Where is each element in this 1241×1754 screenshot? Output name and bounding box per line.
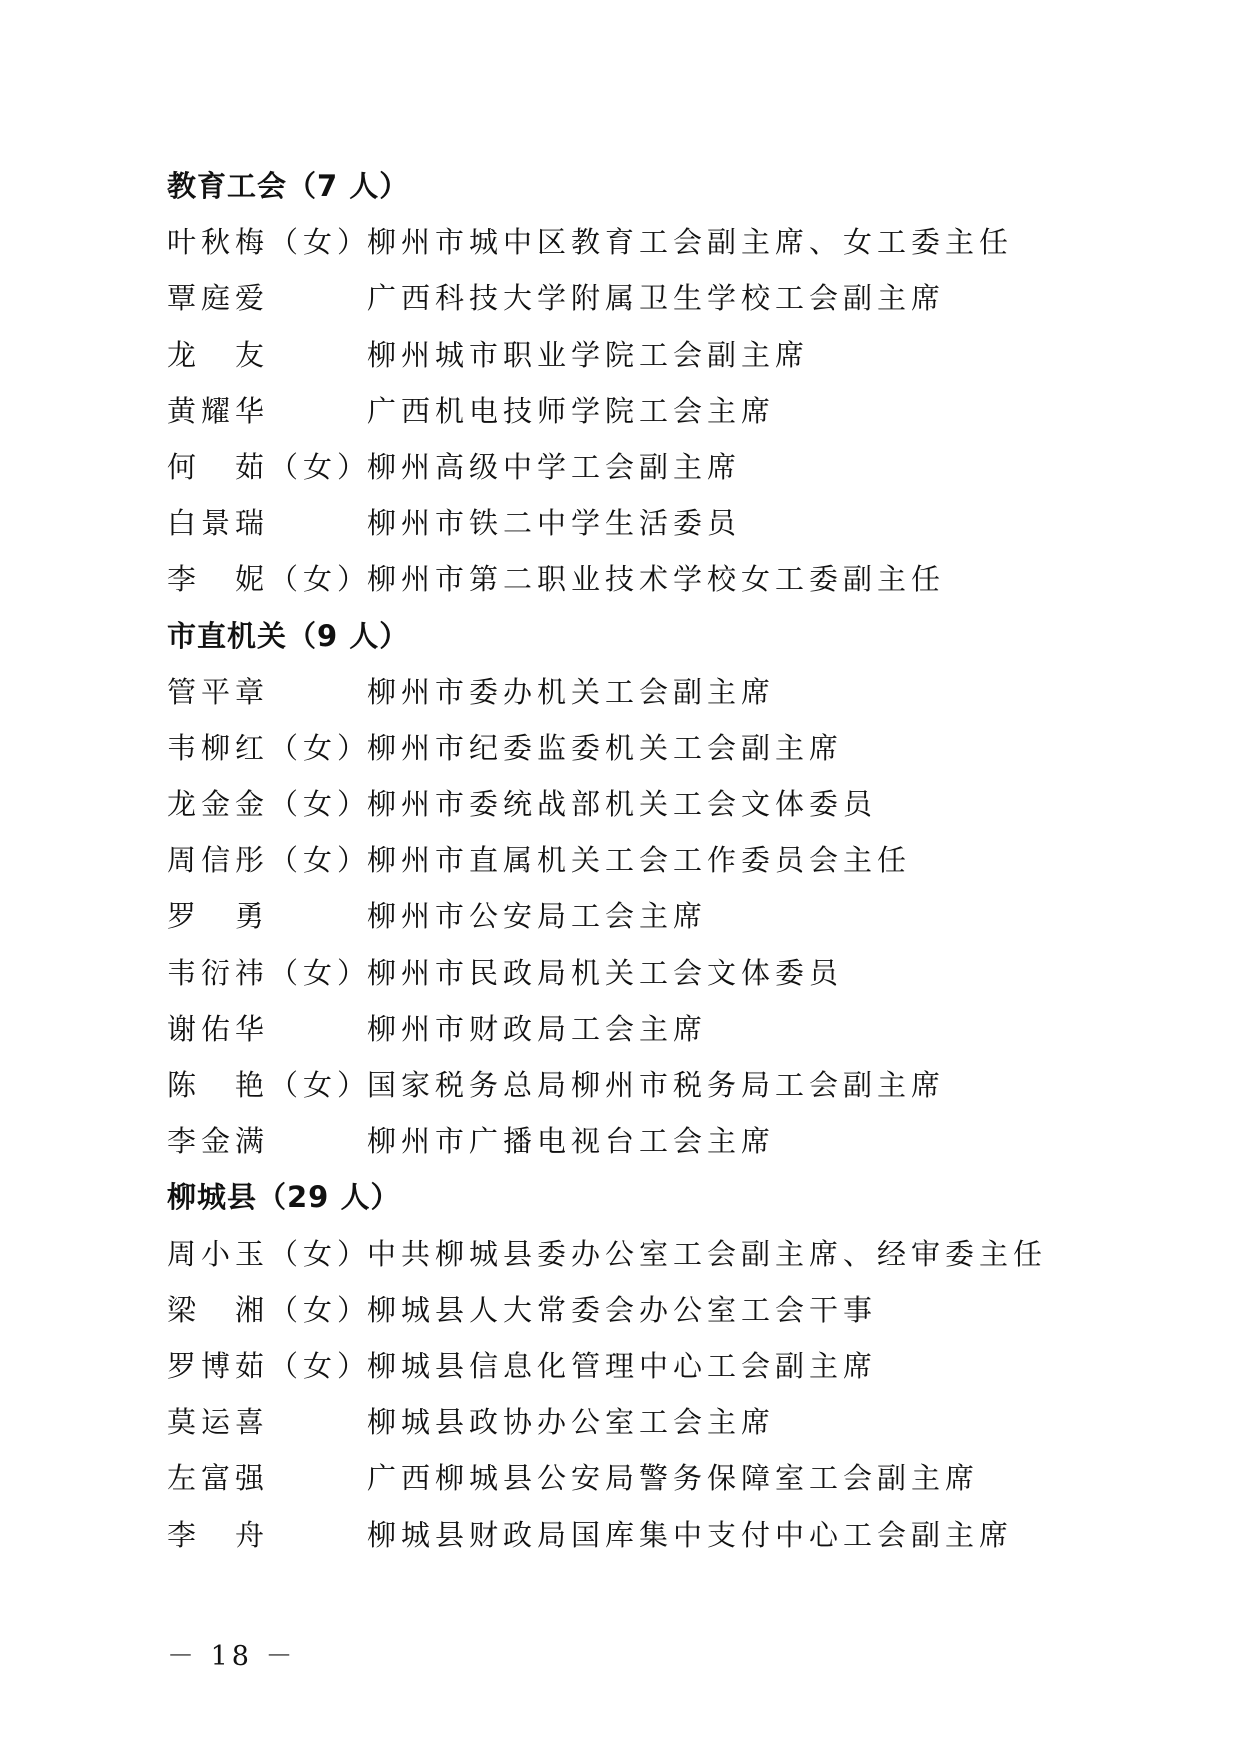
member-role: 柳州高级中学工会副主席 xyxy=(367,449,742,484)
member-role: 柳州市委统战部机关工会文体委员 xyxy=(367,787,878,822)
member-row xyxy=(167,551,1087,607)
member-name: 韦柳红（女） xyxy=(167,730,372,765)
member-name: 周信彤（女） xyxy=(167,843,372,878)
member-role: 柳州城市职业学院工会副主席 xyxy=(367,337,810,372)
member-row xyxy=(167,1507,1087,1563)
member-row xyxy=(167,495,1087,551)
member-row xyxy=(167,776,1087,832)
member-row xyxy=(167,1226,1087,1282)
member-name: 陈 艳（女） xyxy=(167,1068,372,1102)
member-role: 柳州市财政局工会主席 xyxy=(367,1011,708,1046)
member-name: 叶秋梅（女） xyxy=(167,225,372,260)
member-name: 覃庭爱 xyxy=(167,281,270,316)
section-heading: 市直机关（9 人） xyxy=(167,618,410,653)
member-role: 柳州市委办机关工会副主席 xyxy=(367,674,776,709)
member-name: 何 茹（女） xyxy=(167,449,372,484)
section-heading: 教育工会（7 人） xyxy=(167,169,410,203)
member-row xyxy=(167,1001,1087,1057)
member-row xyxy=(167,1113,1087,1169)
member-name: 李 妮（女） xyxy=(167,562,372,597)
member-row xyxy=(167,832,1087,888)
member-name: 韦衍祎（女） xyxy=(167,955,372,990)
member-name: 管平章 xyxy=(167,674,270,709)
member-name: 黄耀华 xyxy=(167,393,270,428)
member-name: 龙金金（女） xyxy=(167,787,372,822)
member-role: 柳州市民政局机关工会文体委员 xyxy=(367,955,844,990)
member-role: 柳州市纪委监委机关工会副主席 xyxy=(367,730,844,765)
member-list xyxy=(167,158,1087,1563)
member-row xyxy=(167,945,1087,1001)
member-name: 白景瑞 xyxy=(167,506,270,541)
member-row xyxy=(167,888,1087,944)
member-name: 左富强 xyxy=(167,1461,270,1496)
member-row xyxy=(167,720,1087,776)
member-role: 柳城县财政局国库集中支付中心工会副主席 xyxy=(367,1517,1014,1552)
member-row xyxy=(167,664,1087,720)
member-name: 谢佑华 xyxy=(167,1011,270,1046)
member-role: 国家税务总局柳州市税务局工会副主席 xyxy=(367,1068,946,1102)
member-row xyxy=(167,1282,1087,1338)
member-role: 柳州市公安局工会主席 xyxy=(367,899,708,934)
member-name: 周小玉（女） xyxy=(167,1236,372,1271)
member-role: 柳城县人大常委会办公室工会干事 xyxy=(367,1292,878,1327)
member-row xyxy=(167,1394,1087,1450)
member-row xyxy=(167,383,1087,439)
member-name: 龙 友 xyxy=(167,337,270,372)
member-role: 广西机电技师学院工会主席 xyxy=(367,393,776,428)
member-row xyxy=(167,439,1087,495)
member-name: 李 舟 xyxy=(167,1517,270,1552)
section-heading: 柳城县（29 人） xyxy=(167,1180,401,1215)
member-role: 柳州市城中区教育工会副主席、女工委主任 xyxy=(367,225,1014,260)
member-role: 柳州市广播电视台工会主席 xyxy=(367,1124,776,1159)
member-role: 柳城县信息化管理中心工会副主席 xyxy=(367,1348,878,1383)
member-role: 中共柳城县委办公室工会副主席、经审委主任 xyxy=(367,1236,1048,1271)
member-row xyxy=(167,214,1087,270)
member-row xyxy=(167,1057,1087,1113)
member-role: 柳州市第二职业技术学校女工委副主任 xyxy=(367,562,946,597)
member-row xyxy=(167,270,1087,326)
member-role: 广西柳城县公安局警务保障室工会副主席 xyxy=(367,1461,980,1496)
member-name: 莫运喜 xyxy=(167,1405,270,1440)
member-row xyxy=(167,1338,1087,1394)
member-role: 柳州市铁二中学生活委员 xyxy=(367,506,742,541)
member-role: 广西科技大学附属卫生学校工会副主席 xyxy=(367,281,946,316)
member-row xyxy=(167,327,1087,383)
member-name: 罗 勇 xyxy=(167,899,270,934)
member-name: 李金满 xyxy=(167,1124,270,1159)
member-name: 梁 湘（女） xyxy=(167,1292,372,1327)
page-number: － 18 － xyxy=(167,1641,297,1672)
member-role: 柳城县政协办公室工会主席 xyxy=(367,1405,776,1440)
member-role: 柳州市直属机关工会工作委员会主任 xyxy=(367,843,912,878)
member-row xyxy=(167,1450,1087,1506)
member-name: 罗博茹（女） xyxy=(167,1348,372,1383)
